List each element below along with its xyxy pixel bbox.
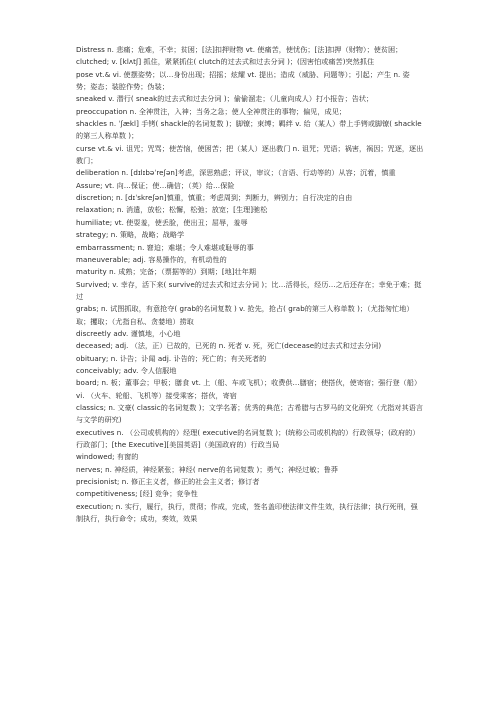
vocab-entry-board: board; n. 板；董事会；甲板；膳食 vt. 上（船、车或飞机）；收费供…膳宿；使搭伙，使寄宿；强行登（船） vi. （火车、轮船、飞机等）接受乘客；搭伙，寄宿 bbox=[76, 378, 422, 400]
vocab-entry-deceased: deceased; adj. （法，正）已故的，已死的 n. 死者 v. 死，死亡(decease的过去式和过去分词) bbox=[76, 341, 382, 351]
vocab-entry-windowed: windowed; 有窗的 bbox=[76, 452, 139, 462]
vocab-entry-precisionist: precisionist; n. 修正主义者，修正的社会主义者；修订者 bbox=[76, 477, 260, 487]
vocab-entry-shackles: shackles n. ˈʃækl] 手铐( shackle的名词复数 )；脚镣；束缚；羁绊 v. 给（某人）带上手铐或脚镣( shackle的第三人称单数 )； bbox=[76, 119, 422, 141]
vocab-entry-clutched: clutched; v. [klʌtʃ] 抓住，紧紧抓住( clutch的过去式和过去分词 )；(因害怕或痛苦)突然抓住 bbox=[76, 57, 375, 67]
vocab-entry-classics: classics; n. 文豪( classic的名词复数 )；文学名著；优秀的典范；古希腊与古罗马的文化研究（尤指对其语言与文学的研究) bbox=[76, 402, 424, 425]
vocab-entry-preoccupation: preoccupation n. 全神贯注，入神；当务之急；使人全神贯注的事物；偏见，成见； bbox=[76, 106, 346, 116]
vocab-entry-humiliate: humiliate; vt. 使耍羞，使丢脸，使出丑；屈辱，羞辱 bbox=[76, 217, 248, 227]
vocab-entry-discretion: discretion; n. [dɪˈskreʃən]慎重，慎重；考虑周到；判断力，辨别力；自行决定的自由 bbox=[76, 193, 353, 203]
vocab-entry-executives: executives n. （公司或机构的）经理( executive的名词复数 )；(统称公司或机构的）行政领导；(政府的）行政部门；[the Executive][美国英语]（美国政府的）行政当局 bbox=[76, 427, 420, 449]
vocabulary-list bbox=[76, 44, 424, 525]
vocab-entry-sneaked: sneaked v. 潜行( sneak的过去式和过去分词 )；偷偷溜走；（儿童向成人）打小报告；告状； bbox=[76, 94, 374, 104]
vocab-entry-distress: Distress n. 悲痛；危难，不幸；贫困；[法]扣押财物 vt. 使痛苦，使忧伤；[法]扣押（财物）；使贫困； bbox=[76, 45, 403, 54]
vocab-entry-competitiveness: competitiveness; [经] 竞争；竞争性 bbox=[76, 489, 198, 499]
vocab-entry-conceivably: conceivably; adv. 令人信服地 bbox=[76, 365, 177, 375]
vocab-entry-maneuverable: maneuverable; adj. 容易操作的，有机动性的 bbox=[76, 254, 227, 264]
vocab-entry-maturity: maturity n. 成熟；完备；（票据等的）到期；[地]壮年期 bbox=[76, 267, 257, 277]
vocab-entry-pose: pose vt.& vi. 使摆姿势；以…身份出现；招摇；炫耀 vt. 提出；造成（威胁、问题等）；引起；产生 n. 姿势；姿态；装腔作势；伪装； bbox=[76, 69, 410, 92]
vocab-entry-strategy: strategy; n. 策略，战略；战略学 bbox=[76, 230, 185, 240]
vocab-entry-relaxation: relaxation; n. 消遣，放松；松懈，松弛；放宽；[生理]驰松 bbox=[76, 205, 268, 215]
vocab-entry-survived: Survived; v. 幸存，活下来( survive的过去式和过去分词 )；比…活得长，经历…之后还存在；幸免于难；挺过 bbox=[76, 279, 422, 301]
vocab-entry-discreetly: discreetly adv. 谨慎地，小心地 bbox=[76, 328, 181, 338]
vocab-entry-grabs: grabs; n. 试图抓取，有意抢夺( grab的名词复数 ) v. 抢先，抢占( grab的第三人称单数 )；（尤指匆忙地）取；攫取；（尤指自私、贪婪地）捞取 bbox=[76, 304, 414, 326]
vocab-entry-embarrassment: embarrassment; n. 窘迫；难堪；令人难堪或耻辱的事 bbox=[76, 242, 254, 252]
vocab-entry-execution: execution; n. 实行，履行，执行，贯彻；作成，完成，签名盖印使法律文件生效，执行法律；执行死刑，强制执行，执行命令；成功，奏效，效果 bbox=[76, 501, 418, 524]
vocab-entry-nerves: nerves; n. 神经质，神经紧张；神经( nerve的名词复数 )；勇气；神经过敏；鲁莽 bbox=[76, 464, 338, 474]
vocab-entry-obituary: obituary; n. 讣告；讣闻 adj. 讣告的；死亡的；有关死者的 bbox=[76, 353, 267, 363]
vocab-entry-assure: Assure; vt. 向…保证；使…确信；（英）给…保险 bbox=[76, 180, 235, 190]
vocab-entry-deliberation: deliberation n. [dɪlɪbəˈreʃən]考虑，深思熟虑；评议，审议；（言语、行动等的）从容；沉着，慎重 bbox=[76, 168, 396, 178]
vocab-entry-curse: curse vt.& vi. 诅咒；咒骂；使苦恼，使困苦；把（某人）逐出教门 n. 诅咒；咒语；祸害，祸因；咒逐，逐出教门； bbox=[76, 143, 424, 166]
